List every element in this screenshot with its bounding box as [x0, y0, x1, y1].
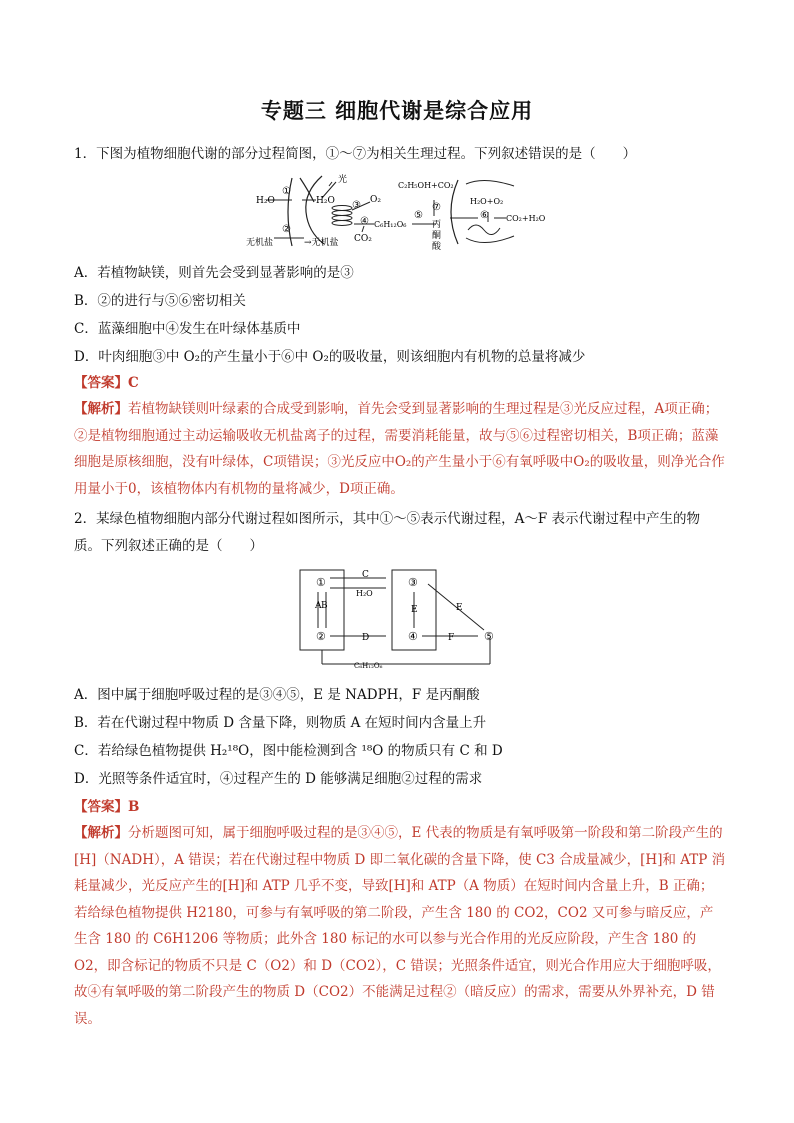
q2-analysis — [74, 820, 726, 1032]
q1-diag-c4: ④ — [360, 216, 369, 227]
q1-diag-co2-h2o: CO₂+H₂O — [506, 214, 546, 223]
q2-diag-b: B — [321, 601, 328, 611]
q2-stem: 2．某绿色植物细胞内部分代谢过程如图所示，其中①～⑤表示代谢过程，A～F 表示代谢过程中产生的物质。下列叙述正确的是（ ） — [74, 511, 700, 554]
q1-answer-value: C — [128, 375, 139, 391]
q2-analysis-text: 分析题图可知，属于细胞呼吸过程的是③④⑤，E 代表的物质是有氧呼吸第一阶段和第二阶段产生的[H]（NADH），A 错误；若在代谢过程中物质 D 即二氧化碳的含量下降，使 C3 合成量减少，[H]和 ATP 消耗量减少，光反应产生的[H]和 ATP 几乎不变，导致[H]和 ATP（A 物质）在短时间内含量上升，B 正确；若给绿色植物提供 H2180，可参与有氧呼吸的第二阶段，产生含 180 的 CO2，CO2 又可参与暗反应，产生含 180 的 C6H1206 等物质；此外含 180 标记的水可以参与光合作用的光反应阶段，产生含 180 的 O2，即含标记的物质不只是 C（O2）和 D（CO2），C 错误；光照条件适宜，则光合作用应大于细胞呼吸，故④有氧呼吸的第二阶段产生的物质 D（CO2）不能满足过程②（暗反应）的需求，需要从外界补充，D 错误。 — [74, 825, 726, 1027]
q2-diag-h2o: H₂O — [356, 589, 373, 598]
q1-option-c: C．蓝藻细胞中④发生在叶绿体基质中 — [74, 321, 301, 337]
q2-answer-value: B — [128, 799, 140, 815]
q1-option-a: A．若植物缺镁，则首先会受到显著影响的是③ — [74, 265, 354, 281]
q1-diag-o2: O₂ — [370, 195, 381, 205]
q1-diag-suan: 酸 — [432, 242, 442, 252]
q1-diagram — [244, 172, 564, 252]
q1-diag-c6: ⑥ — [480, 210, 489, 221]
q1-option-b: B．②的进行与⑤⑥密切相关 — [74, 293, 246, 309]
q1-answer-label: 【答案】 — [74, 375, 128, 391]
q1-diag-h2o-o2: H₂O+O₂ — [470, 197, 504, 206]
q1-diag-c7: ⑦ — [432, 202, 441, 213]
q2-answer — [74, 798, 734, 816]
q1-stem: 1．下图为植物细胞代谢的部分过程简图，①～⑦为相关生理过程。下列叙述错误的是（ ） — [74, 146, 637, 162]
q2-diag-e-mid: E — [411, 605, 418, 615]
q2-answer-label: 【答案】 — [74, 799, 128, 815]
q1-diag-c5: ⑤ — [414, 210, 423, 221]
q2-diag-c2: ② — [316, 630, 326, 643]
q1-analysis-text: 若植物缺镁则叶绿素的合成受到影响，首先会受到显著影响的生理过程是③光反应过程，A项正确；②是植物细胞通过主动运输吸收无机盐离子的过程，需要消耗能量，故与⑤⑥过程密切相关，B项正确；蓝藻细胞是原核细胞，没有叶绿体，C项错误；③光反应中O₂的产生量小于⑥有氧呼吸中O₂的吸收量，则净光合作用量小于0，该植物体内有机物的量将减少，D项正确。 — [74, 401, 725, 497]
q1-option-d: D．叶肉细胞③中 O₂的产生量小于⑥中 O₂的吸收量，则该细胞内有机物的总量将减少 — [74, 349, 586, 365]
q1-analysis — [74, 396, 726, 502]
q2-diag-d: D — [362, 633, 370, 643]
q1-diag-h2o-left: H₂O — [256, 196, 275, 206]
q2-option-d: D．光照等条件适宜时，④过程产生的 D 能够满足细胞②过程的需求 — [74, 771, 483, 787]
q1-diag-glucose: C₆H₁₂O₆ — [374, 220, 407, 229]
q2-option-a: A．图中属于细胞呼吸过程的是③④⑤，E 是 NADPH，F 是丙酮酸 — [74, 687, 480, 703]
q1-diag-wuji-right: →无机盐 — [304, 238, 339, 248]
q2-diag-c5: ⑤ — [484, 630, 494, 643]
q2-diag-c: C — [362, 570, 369, 580]
page-title: 专题三 细胞代谢是综合应用 — [260, 99, 534, 123]
q1-diag-light: 光 — [338, 175, 348, 185]
q2-diag-c3: ③ — [408, 576, 418, 589]
q2-diag-a: A — [315, 601, 322, 611]
q2-diag-c4: ④ — [408, 630, 418, 643]
q2-diagram — [298, 566, 502, 670]
q1-diag-tong: 酮 — [432, 231, 442, 241]
q1-diag-wuji-left: 无机盐 — [246, 238, 274, 248]
q2-diag-e-diag: E — [456, 603, 463, 613]
q1-diag-co2: CO₂ — [354, 234, 372, 244]
q2-analysis-label: 【解析】 — [74, 825, 128, 841]
q1-diag-c1: ① — [282, 186, 291, 197]
q1-analysis-label: 【解析】 — [74, 401, 128, 417]
q1-diag-c3: ③ — [352, 200, 361, 211]
q1-diag-c2: ② — [282, 224, 291, 235]
q1-diag-ethanol: C₂H₅OH+CO₂ — [398, 181, 454, 190]
q1-answer — [74, 374, 734, 392]
q1-diag-h2o-in: H₂O — [316, 196, 335, 206]
q2-diag-c1: ① — [316, 576, 326, 589]
q2-diag-glucose: C₆H₁₂O₆ — [354, 662, 383, 670]
q1-diag-bing: 丙 — [432, 220, 442, 230]
q2-option-b: B．若在代谢过程中物质 D 含量下降，则物质 A 在短时间内含量上升 — [74, 715, 487, 731]
q2-option-c: C．若给绿色植物提供 H₂¹⁸O，图中能检测到含 ¹⁸O 的物质只有 C 和 D — [74, 743, 503, 759]
q2-diag-f: F — [448, 633, 455, 643]
